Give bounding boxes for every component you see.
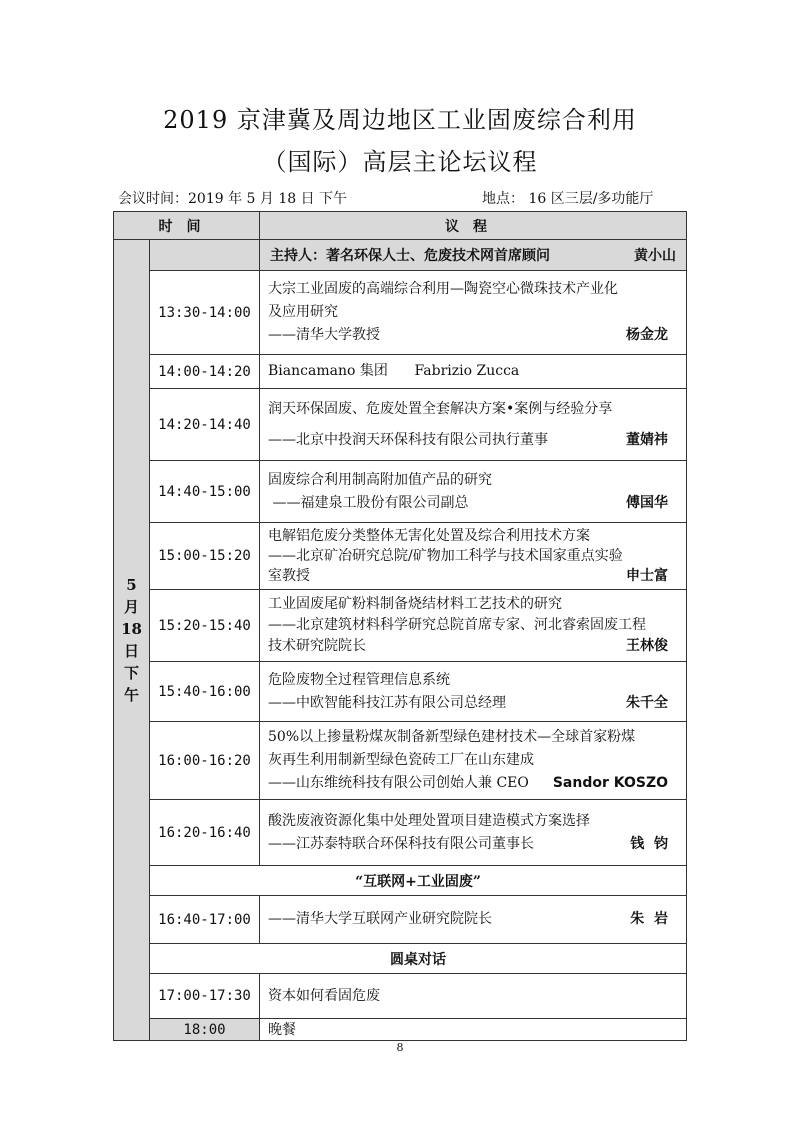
session-title: ——北京建筑材料科学研究总院首席专家、河北睿索固废工程 xyxy=(268,617,646,633)
date-char: 下 xyxy=(123,664,139,682)
session-content xyxy=(260,355,687,389)
session-speaker: Sandor KOSZO xyxy=(552,775,668,791)
session-content xyxy=(260,389,687,461)
session-speaker: 杨金龙 xyxy=(626,327,668,343)
session-content xyxy=(260,271,687,355)
session-title: 固废综合利用制高附加值产品的研究 xyxy=(268,471,492,488)
session-title: 灰再生利用制新型绿色瓷砖工厂在山东建成 xyxy=(268,752,534,768)
page-number: 8 xyxy=(396,1041,404,1054)
dinner-text: 晚餐 xyxy=(260,1019,687,1041)
session-title: 及应用研究 xyxy=(268,304,338,320)
table-row xyxy=(114,389,687,461)
meeting-time: 会议时间：2019 年 5 月 18 日 下午 xyxy=(118,191,348,207)
session-title: ——北京矿冶研究总院/矿物加工科学与技术国家重点实验 xyxy=(268,548,623,564)
date-label xyxy=(114,240,150,1041)
session-content xyxy=(260,896,687,944)
header-time: 时间 xyxy=(114,212,260,240)
dinner-time: 18:00 xyxy=(150,1019,260,1041)
host-row xyxy=(114,240,687,271)
date-char: 日 xyxy=(123,642,139,660)
session-time: 15:20-15:40 xyxy=(150,590,260,662)
session-time: 16:20-16:40 xyxy=(150,800,260,866)
session-content xyxy=(260,800,687,866)
session-time: 16:40-17:00 xyxy=(150,896,260,944)
session-time: 14:00-14:20 xyxy=(150,355,260,389)
session-time: 17:00-17:30 xyxy=(150,974,260,1019)
table-header-row xyxy=(114,212,687,240)
table-row xyxy=(114,662,687,722)
session-title: 润天环保固废、危废处置全套解决方案•案例与经验分享 xyxy=(268,400,613,417)
session-content xyxy=(260,523,687,590)
title-line-1: 2019 京津冀及周边地区工业固废综合利用 xyxy=(163,106,637,134)
session-content xyxy=(260,722,687,800)
section-roundtable: 圆桌对话 xyxy=(150,944,687,974)
table-row xyxy=(114,355,687,389)
session-title: 工业固废尾矿粉料制备烧结材料工艺技术的研究 xyxy=(268,596,562,612)
session-speaker: 董婧祎 xyxy=(626,431,668,448)
session-speaker: 朱 岩 xyxy=(630,911,668,927)
session-title: 危险废物全过程管理信息系统 xyxy=(268,671,450,688)
location: 地点： 16 区三层/多功能厅 xyxy=(482,191,654,207)
session-speaker: 傅国华 xyxy=(626,494,668,511)
table-row xyxy=(114,896,687,944)
date-char: 午 xyxy=(123,686,139,704)
session-affiliation: ——北京中投润天环保科技有限公司执行董事 xyxy=(268,431,548,448)
session-content xyxy=(260,590,687,662)
date-char: 月 xyxy=(123,598,139,616)
session-title: 50%以上掺量粉煤灰制备新型绿色建材技术—全球首家粉煤 xyxy=(268,729,636,745)
host-label: 主持人：著名环保人士、危废技术网首席顾问 xyxy=(270,248,550,264)
session-time: 16:00-16:20 xyxy=(150,722,260,800)
session-speaker: 钱 钧 xyxy=(630,835,668,852)
session-affiliation: ——中欧智能科技江苏有限公司总经理 xyxy=(268,694,506,711)
table-row xyxy=(114,800,687,866)
session-affiliation: ——福建泉工股份有限公司副总 xyxy=(268,494,469,511)
session-title: 电解铝危废分类整体无害化处置及综合利用技术方案 xyxy=(268,528,590,544)
table-row xyxy=(114,590,687,662)
session-affiliation: ——清华大学互联网产业研究院院长 xyxy=(268,911,492,927)
session-affiliation: ——山东维统科技有限公司创始人兼 CEO xyxy=(268,775,529,791)
table-row xyxy=(114,461,687,523)
session-time: 14:40-15:00 xyxy=(150,461,260,523)
table-row xyxy=(114,523,687,590)
session-title: 酸洗废液资源化集中处理处置项目建造模式方案选择 xyxy=(268,812,590,829)
host-name: 黄小山 xyxy=(634,248,676,264)
session-affiliation: 技术研究院院长 xyxy=(268,638,366,654)
session-content: 资本如何看固危废 xyxy=(260,974,687,1019)
section-row-roundtable xyxy=(114,944,687,974)
session-affiliation: ——江苏泰特联合环保科技有限公司董事长 xyxy=(268,835,534,852)
host-cell xyxy=(260,240,687,271)
session-speaker: 申士富 xyxy=(626,568,668,584)
date-char: 18 xyxy=(121,620,142,638)
agenda-table xyxy=(113,211,687,1041)
host-time-cell xyxy=(150,240,260,271)
session-speaker: 王林俊 xyxy=(626,638,668,654)
session-affiliation: ——清华大学教授 xyxy=(268,327,380,343)
session-speaker: 朱千全 xyxy=(626,694,668,711)
date-char: 5 xyxy=(126,576,137,594)
session-time: 14:20-14:40 xyxy=(150,389,260,461)
session-time: 13:30-14:00 xyxy=(150,271,260,355)
section-row-internet xyxy=(114,866,687,896)
session-title: Biancamano 集团 Fabrizio Zucca xyxy=(268,363,520,379)
table-row xyxy=(114,722,687,800)
session-time: 15:40-16:00 xyxy=(150,662,260,722)
title-line-2: （国际）高层主论坛议程 xyxy=(262,148,538,176)
dinner-row xyxy=(114,1019,687,1041)
session-content xyxy=(260,461,687,523)
session-content xyxy=(260,662,687,722)
section-internet: “互联网+工业固废” xyxy=(150,866,687,896)
session-time: 15:00-15:20 xyxy=(150,523,260,590)
table-row xyxy=(114,271,687,355)
session-title: 大宗工业固废的高端综合利用—陶瓷空心微珠技术产业化 xyxy=(268,281,618,297)
header-agenda: 议程 xyxy=(260,212,687,240)
table-row xyxy=(114,974,687,1019)
session-affiliation: 室教授 xyxy=(268,568,310,584)
